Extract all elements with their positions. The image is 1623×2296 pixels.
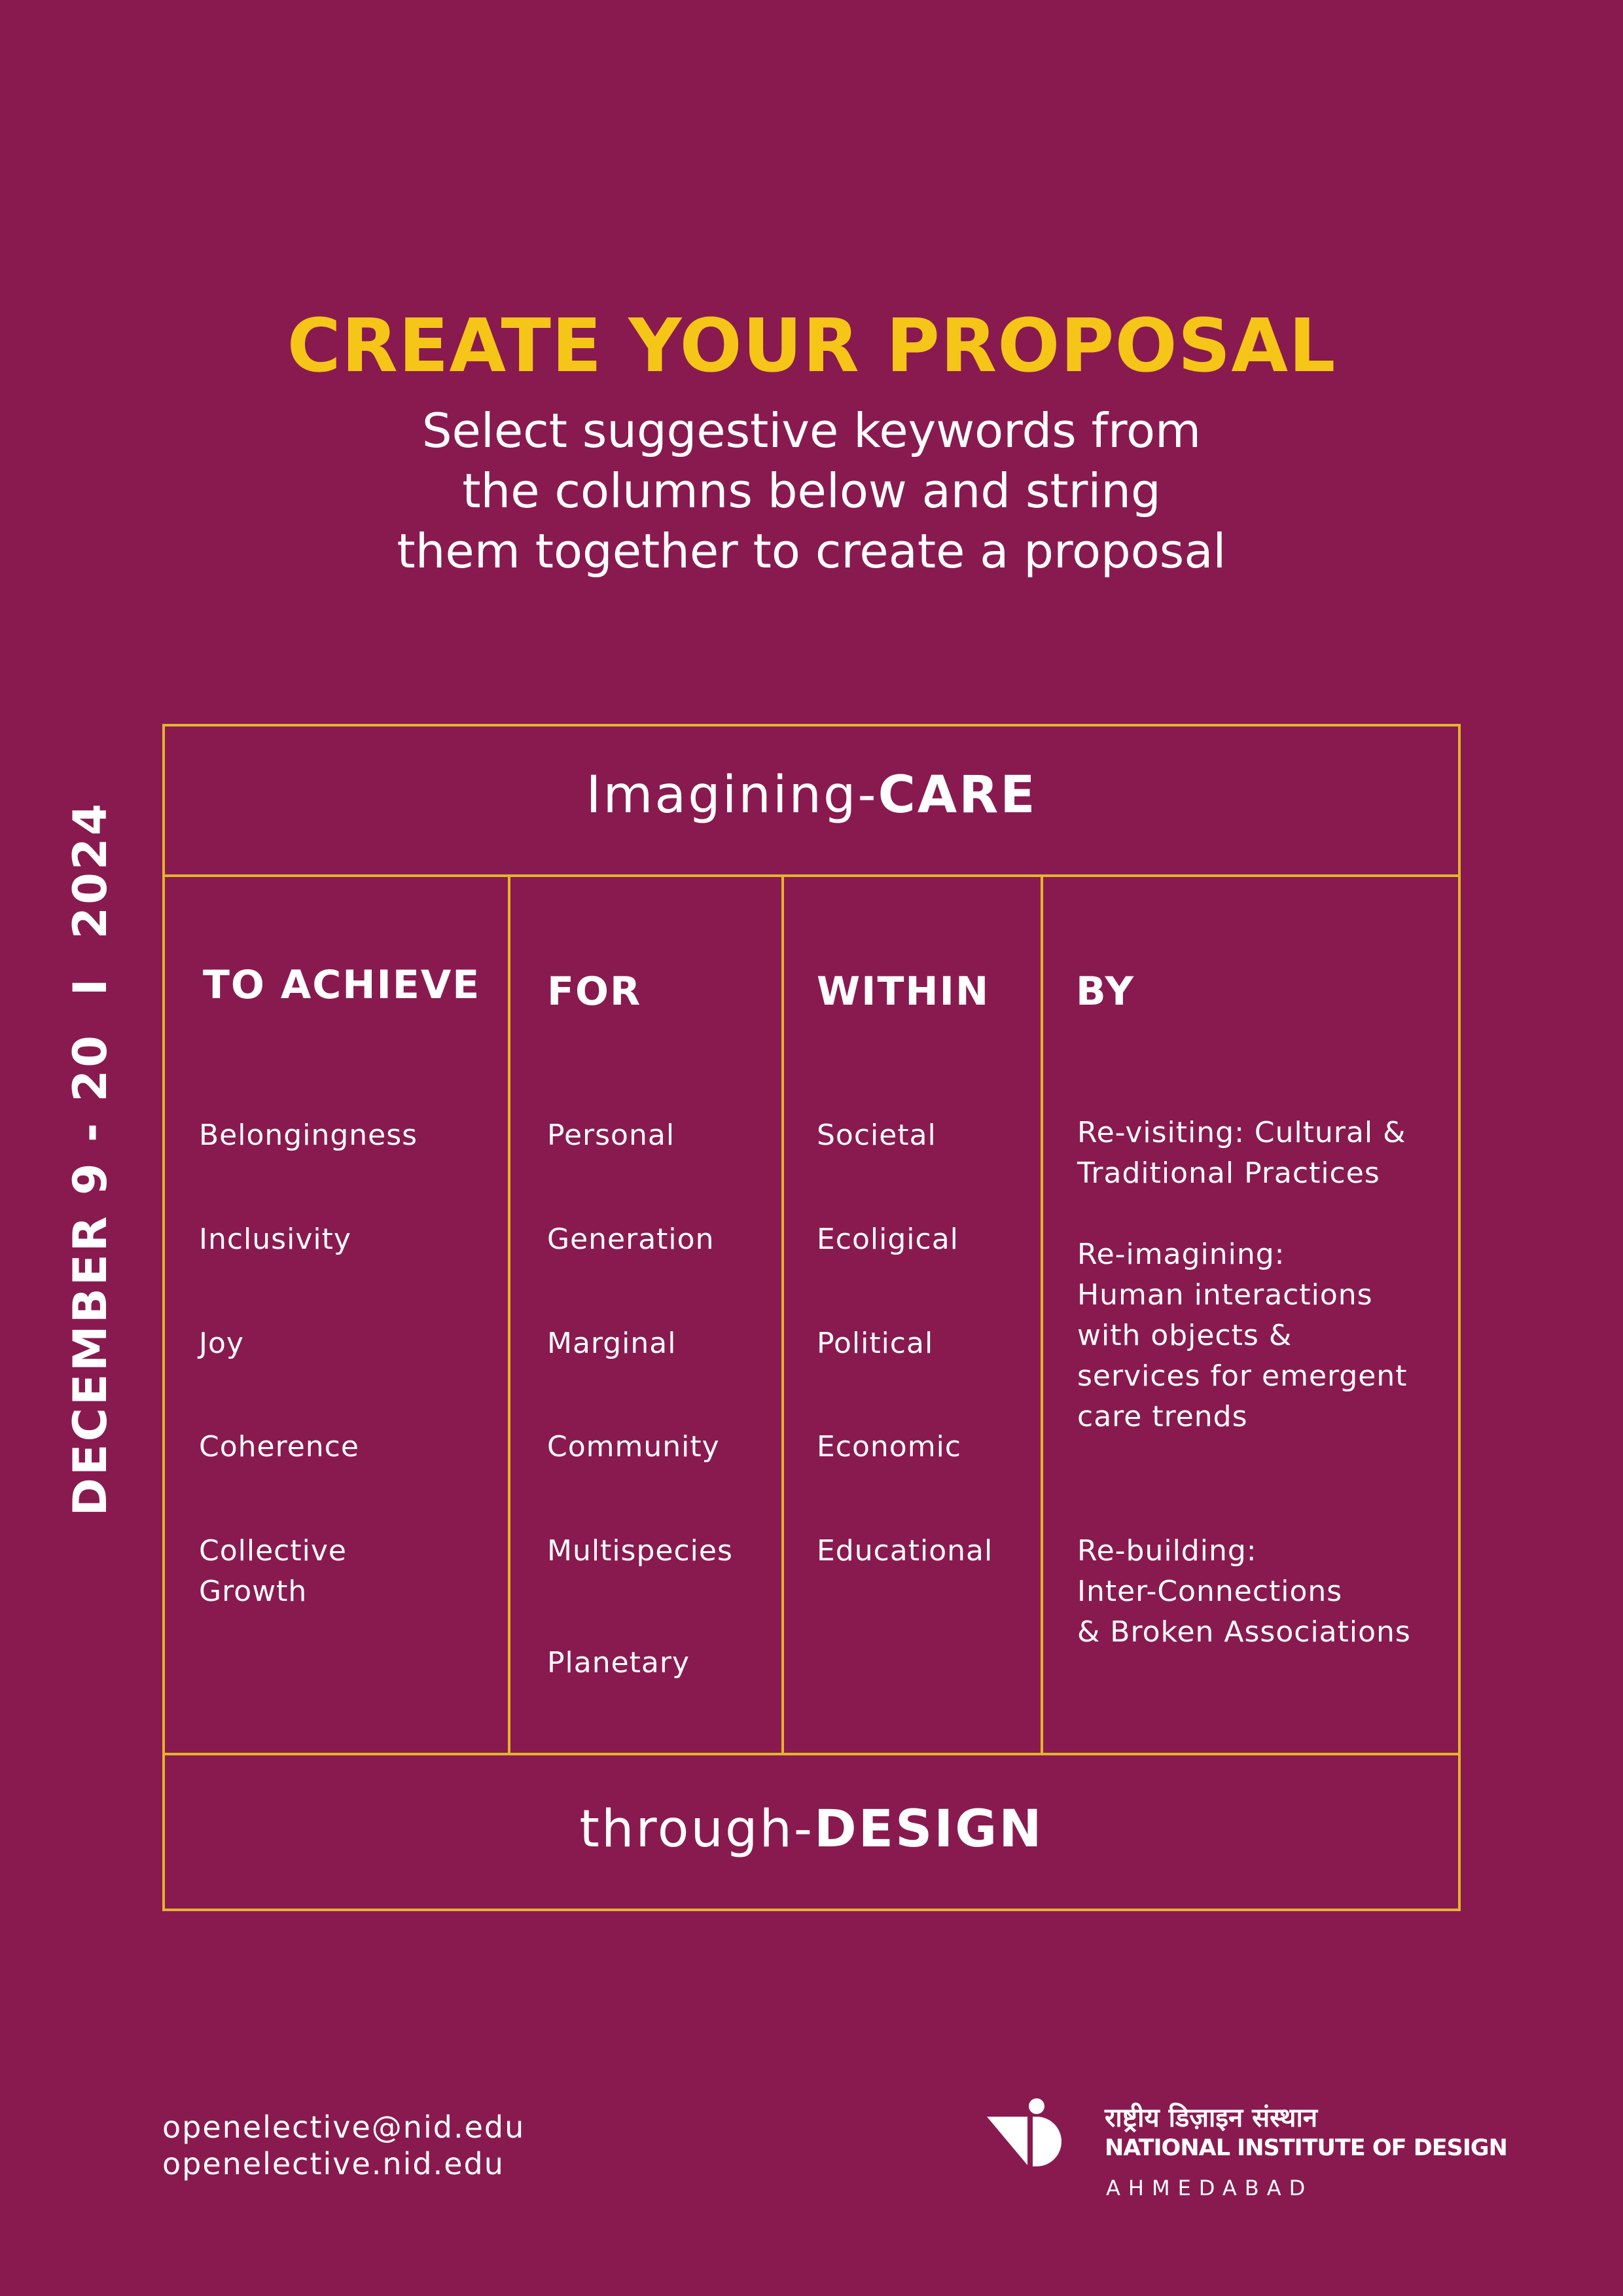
keyword-item: Political	[817, 1327, 934, 1360]
keyword-item: Re-visiting: Cultural & Traditional Practices	[1077, 1116, 1406, 1190]
subtitle-line: Select suggestive keywords from	[421, 403, 1202, 458]
contact-email[interactable]: openelective@nid.edu	[162, 2109, 526, 2145]
keyword-item: Multispecies	[547, 1534, 733, 1568]
keyword-item: Ecoligical	[817, 1223, 959, 1256]
nid-logo-icon	[987, 2097, 1072, 2169]
keyword-item: Community	[547, 1430, 720, 1463]
column-divider	[781, 874, 784, 1755]
bottom-banner	[165, 1800, 1458, 1859]
keyword-item: Marginal	[547, 1327, 677, 1360]
keyword-item: Educational	[817, 1534, 993, 1568]
top-banner-bold: CARE	[878, 766, 1037, 825]
subtitle-line: them together to create a proposal	[397, 524, 1226, 579]
top-banner	[165, 766, 1458, 825]
logo-city-text: AHMEDABAD	[1106, 2176, 1313, 2200]
subtitle	[0, 401, 1623, 581]
column-heading-for: FOR	[547, 969, 642, 1014]
grid-divider	[165, 874, 1458, 877]
keyword-item: Re-imagining: Human interactions with objects & services for emergent care trends	[1077, 1238, 1408, 1433]
keyword-item: Collective Growth	[199, 1534, 347, 1608]
bottom-banner-bold: DESIGN	[814, 1800, 1044, 1859]
column-divider	[508, 874, 510, 1755]
keyword-item: Societal	[817, 1119, 936, 1152]
keyword-item: Planetary	[547, 1646, 690, 1679]
keyword-item: Personal	[547, 1119, 675, 1152]
subtitle-line: the columns below and string	[462, 463, 1161, 518]
page-title: CREATE YOUR PROPOSAL	[287, 304, 1336, 389]
grid-divider	[165, 1753, 1458, 1755]
keyword-item: Coherence	[199, 1430, 359, 1463]
bottom-banner-prefix: through-	[579, 1800, 815, 1859]
keyword-item: Generation	[547, 1223, 715, 1256]
column-heading-by: BY	[1076, 969, 1135, 1014]
event-date: DECEMBER 9 - 20 I 2024	[63, 800, 117, 1516]
contact-website[interactable]: openelective.nid.edu	[162, 2146, 505, 2181]
top-banner-prefix: Imagining-	[586, 766, 878, 825]
logo-hindi-text: राष्ट्रीय डिज़ाइन संस्थान	[1105, 2103, 1318, 2133]
keyword-item: Belongingness	[199, 1119, 418, 1152]
column-divider	[1041, 874, 1043, 1755]
keyword-item: Inclusivity	[199, 1223, 351, 1256]
keyword-item: Re-building: Inter-Connections & Broken Associations	[1077, 1534, 1411, 1649]
column-heading-to-achieve: TO ACHIEVE	[203, 962, 481, 1008]
column-heading-within: WITHIN	[817, 969, 990, 1014]
keyword-item: Joy	[199, 1327, 244, 1360]
nid-logo	[987, 2092, 1507, 2210]
contact-info	[162, 2109, 525, 2182]
logo-english-text: NATIONAL INSTITUTE OF DESIGN	[1105, 2135, 1507, 2161]
keyword-grid	[162, 724, 1461, 1911]
keyword-item: Economic	[817, 1430, 961, 1463]
